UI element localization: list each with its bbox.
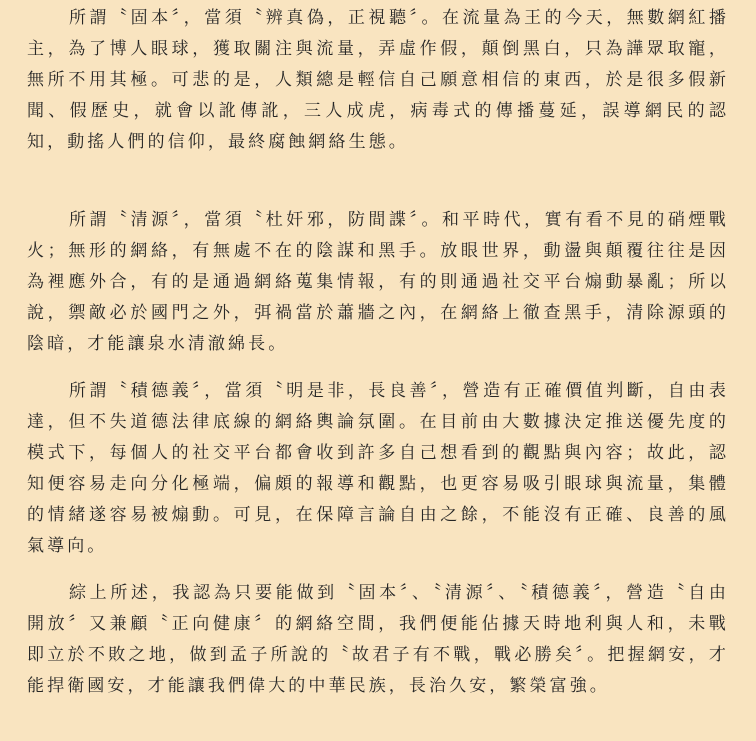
paragraph-gu-ben: 所謂〝固本〞，當須〝辨真偽，正視聽〞。在流量為王的今天，無數網紅播主，為了博人眼球，獲取關注與流量，弄虛作假，顛倒黑白，只為譁眾取寵，無所不用其極。可悲的是，人類總是輕信自己願意相信的東西，於是很多假新聞、假歷史，就會以訛傳訛，三人成虎，病毒式的傳播蔓延，誤導網民的認知，動搖人們的信仰，最終腐蝕網絡生態。 xyxy=(27,8,729,152)
paragraph-conclusion: 綜上所述，我認為只要能做到〝固本〞、〝清源〞、〝積德義〞，營造〝自由開放〞又兼顧〝正向健康〞的網絡空間，我們便能佔據天時地利與人和，未戰即立於不敗之地，做到孟子所說的〝故君子有不戰，戰必勝矣〞。把握網安，才能捍衛國安，才能讓我們偉大的中華民族，長治久安，繁榮富強。 xyxy=(27,583,729,696)
paragraph-qing-yuan: 所謂〝清源〞，當須〝杜奸邪，防間諜〞。和平時代，實有看不見的硝煙戰火；無形的網絡，有無處不在的陰謀和黑手。放眼世界，動盪與顛覆往往是因為裡應外合，有的是通過網絡蒐集情報，有的則通過社交平台煽動暴亂；所以說，禦敵必於國門之外，弭禍當於蕭牆之內，在網絡上徹查黑手，清除源頭的陰暗，才能讓泉水清澈綿長。 xyxy=(27,210,729,354)
paragraph-ji-de-yi: 所謂〝積德義〞，當須〝明是非，長良善〞，營造有正確價值判斷，自由表達，但不失道德法律底線的網絡輿論氛圍。在目前由大數據決定推送優先度的模式下，每個人的社交平台都會收到許多自己想看到的觀點與內容；故此，認知便容易走向分化極端，偏頗的報導和觀點，也更容易吸引眼球與流量，集體的情緒遂容易被煽動。可見，在保障言論自由之餘，不能沒有正確、良善的風氣導向。 xyxy=(27,381,729,556)
